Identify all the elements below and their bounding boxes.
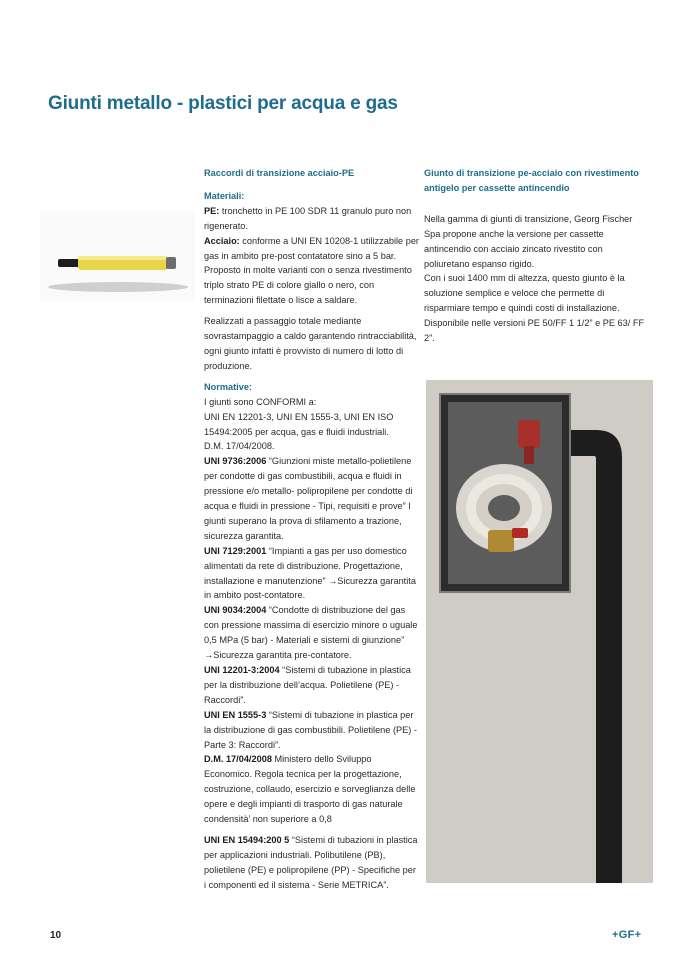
norm-code: UNI 12201-3:2004 <box>204 665 280 675</box>
right-column <box>424 166 646 346</box>
norm-code: UNI EN 15494:200 5 <box>204 834 290 845</box>
norm-item <box>204 454 419 543</box>
page-number: 10 <box>50 930 62 941</box>
norm-code: UNI EN 1555-3 <box>204 709 267 720</box>
norms-list: UNI EN 12201-3, UNI EN 1555-3, UNI EN ISO 15494:2005 per acqua, gas e fluidi industriali. <box>204 411 394 437</box>
norm-item <box>204 708 419 753</box>
gf-logo: +GF+ <box>612 929 642 941</box>
norm-item <box>204 833 419 893</box>
transition-fitting-photo <box>40 211 195 301</box>
fire-cabinet-photo <box>426 380 653 883</box>
norm-item <box>204 603 419 663</box>
norm-code: D.M. 17/04/2008 <box>204 754 272 765</box>
norm-text: “Condotte di distribuzione del gas con pressione massima di esercizio minore o uguale 0,5 MPa (5 bar) - Materiali e sistemi di giunzione” →Sicurezza garantita pre-contatore. <box>204 605 418 661</box>
norm-text: Ministero dello Sviluppo Economico. Regola tecnica per la progettazione, costruzione, collaudo, esercizio e sorveglianza delle opere e degli impianti di trasporto di gas naturale condensità’ non superiore a 0,8 <box>204 754 416 825</box>
left-heading: Raccordi di transizione acciaio-PE <box>204 168 355 178</box>
pe-text: tronchetto in PE 100 SDR 11 granulo puro non rigenerato. <box>204 205 412 231</box>
norm-item <box>204 663 419 708</box>
norm-code: UNI 9034:2004 <box>204 605 267 616</box>
norm-text: “Sistemi di tubazioni in plastica per applicazioni industriali. Polibutilene (PB), polietilene (PE) e polipropilene (PP) - Specifiche per i componenti ed il sistema - Serie METRICA”. <box>204 834 418 890</box>
norms-heading: Normative: <box>204 381 252 392</box>
pe-paragraph <box>204 204 419 234</box>
right-paragraph-1: Nella gamma di giunti di transizione, Georg Fischer Spa propone anche la versione per cassette antincendio con acciaio zincato rivestito con poliuretano espanso rigido. <box>424 213 633 269</box>
norm-text: “Sistemi di tubazione in plastica per la distribuzione di gas combustibili. Polietilene (PE) - Parte 3: Raccordi”. <box>204 709 417 750</box>
acciaio-label: Acciaio: <box>204 235 240 246</box>
norm-text: “Giunzioni miste metallo-polietilene per condotte di gas combustibili, acqua e fluidi in pressione e/o metallo- polipropilene per condotte di acqua e fluidi in pressione - Tipi, requisiti e prove” I giunti superano la prova di sfilamento a trazione, sicurezza garantita. <box>204 456 413 541</box>
norm-item <box>204 544 419 604</box>
norm-text: “Impianti a gas per uso domestico alimentati da rete di distribuzione. Progettazione, installazione e manutenzione” →Sicurezza garantita in ambito post-contatore. <box>204 545 416 601</box>
acciaio-paragraph <box>204 234 419 309</box>
production-paragraph: Realizzati a passaggio totale mediante sovrastampaggio a caldo garantendo rintracciabilità, ogni giunto infatti è provvisto di numero di lotto di produzione. <box>204 316 417 371</box>
page-title: Giunti metallo - plastici per acqua e gas <box>48 93 398 114</box>
pe-label: PE: <box>204 205 220 216</box>
left-column <box>204 166 419 893</box>
norm-code: UNI 7129:2001 <box>204 545 267 556</box>
right-paragraph-2: Con i suoi 1400 mm di altezza, questo giunto è la soluzione semplice e veloce che permette di risparmiare tempo e quindi costi di installazione. Disponibile nelle versioni PE 50/FF 1 1/2” e PE 63/ FF 2”. <box>424 273 645 344</box>
norm-item <box>204 752 419 827</box>
dm-line: D.M. 17/04/2008. <box>204 441 275 452</box>
right-heading: Giunto di transizione pe-acciaio con rivestimento antigelo per cassette antincendio <box>424 168 639 193</box>
materials-heading: Materiali: <box>204 190 245 201</box>
norms-intro: I giunti sono CONFORMI a: <box>204 396 317 407</box>
acciaio-text: conforme a UNI EN 10208-1 utilizzabile per gas in ambito pre-post contatatore sino a 5 bar. Proposto in molte varianti con o senza rivestimento triplo strato PE di colore giallo o nero, con terminazioni filettate o lisce a saldare. <box>204 235 419 306</box>
norm-text: “Sistemi di tubazione in plastica per la distribuzione dell’acqua. Polietilene (PE) - Raccordi”. <box>204 665 411 705</box>
norm-code: UNI 9736:2006 <box>204 456 267 467</box>
